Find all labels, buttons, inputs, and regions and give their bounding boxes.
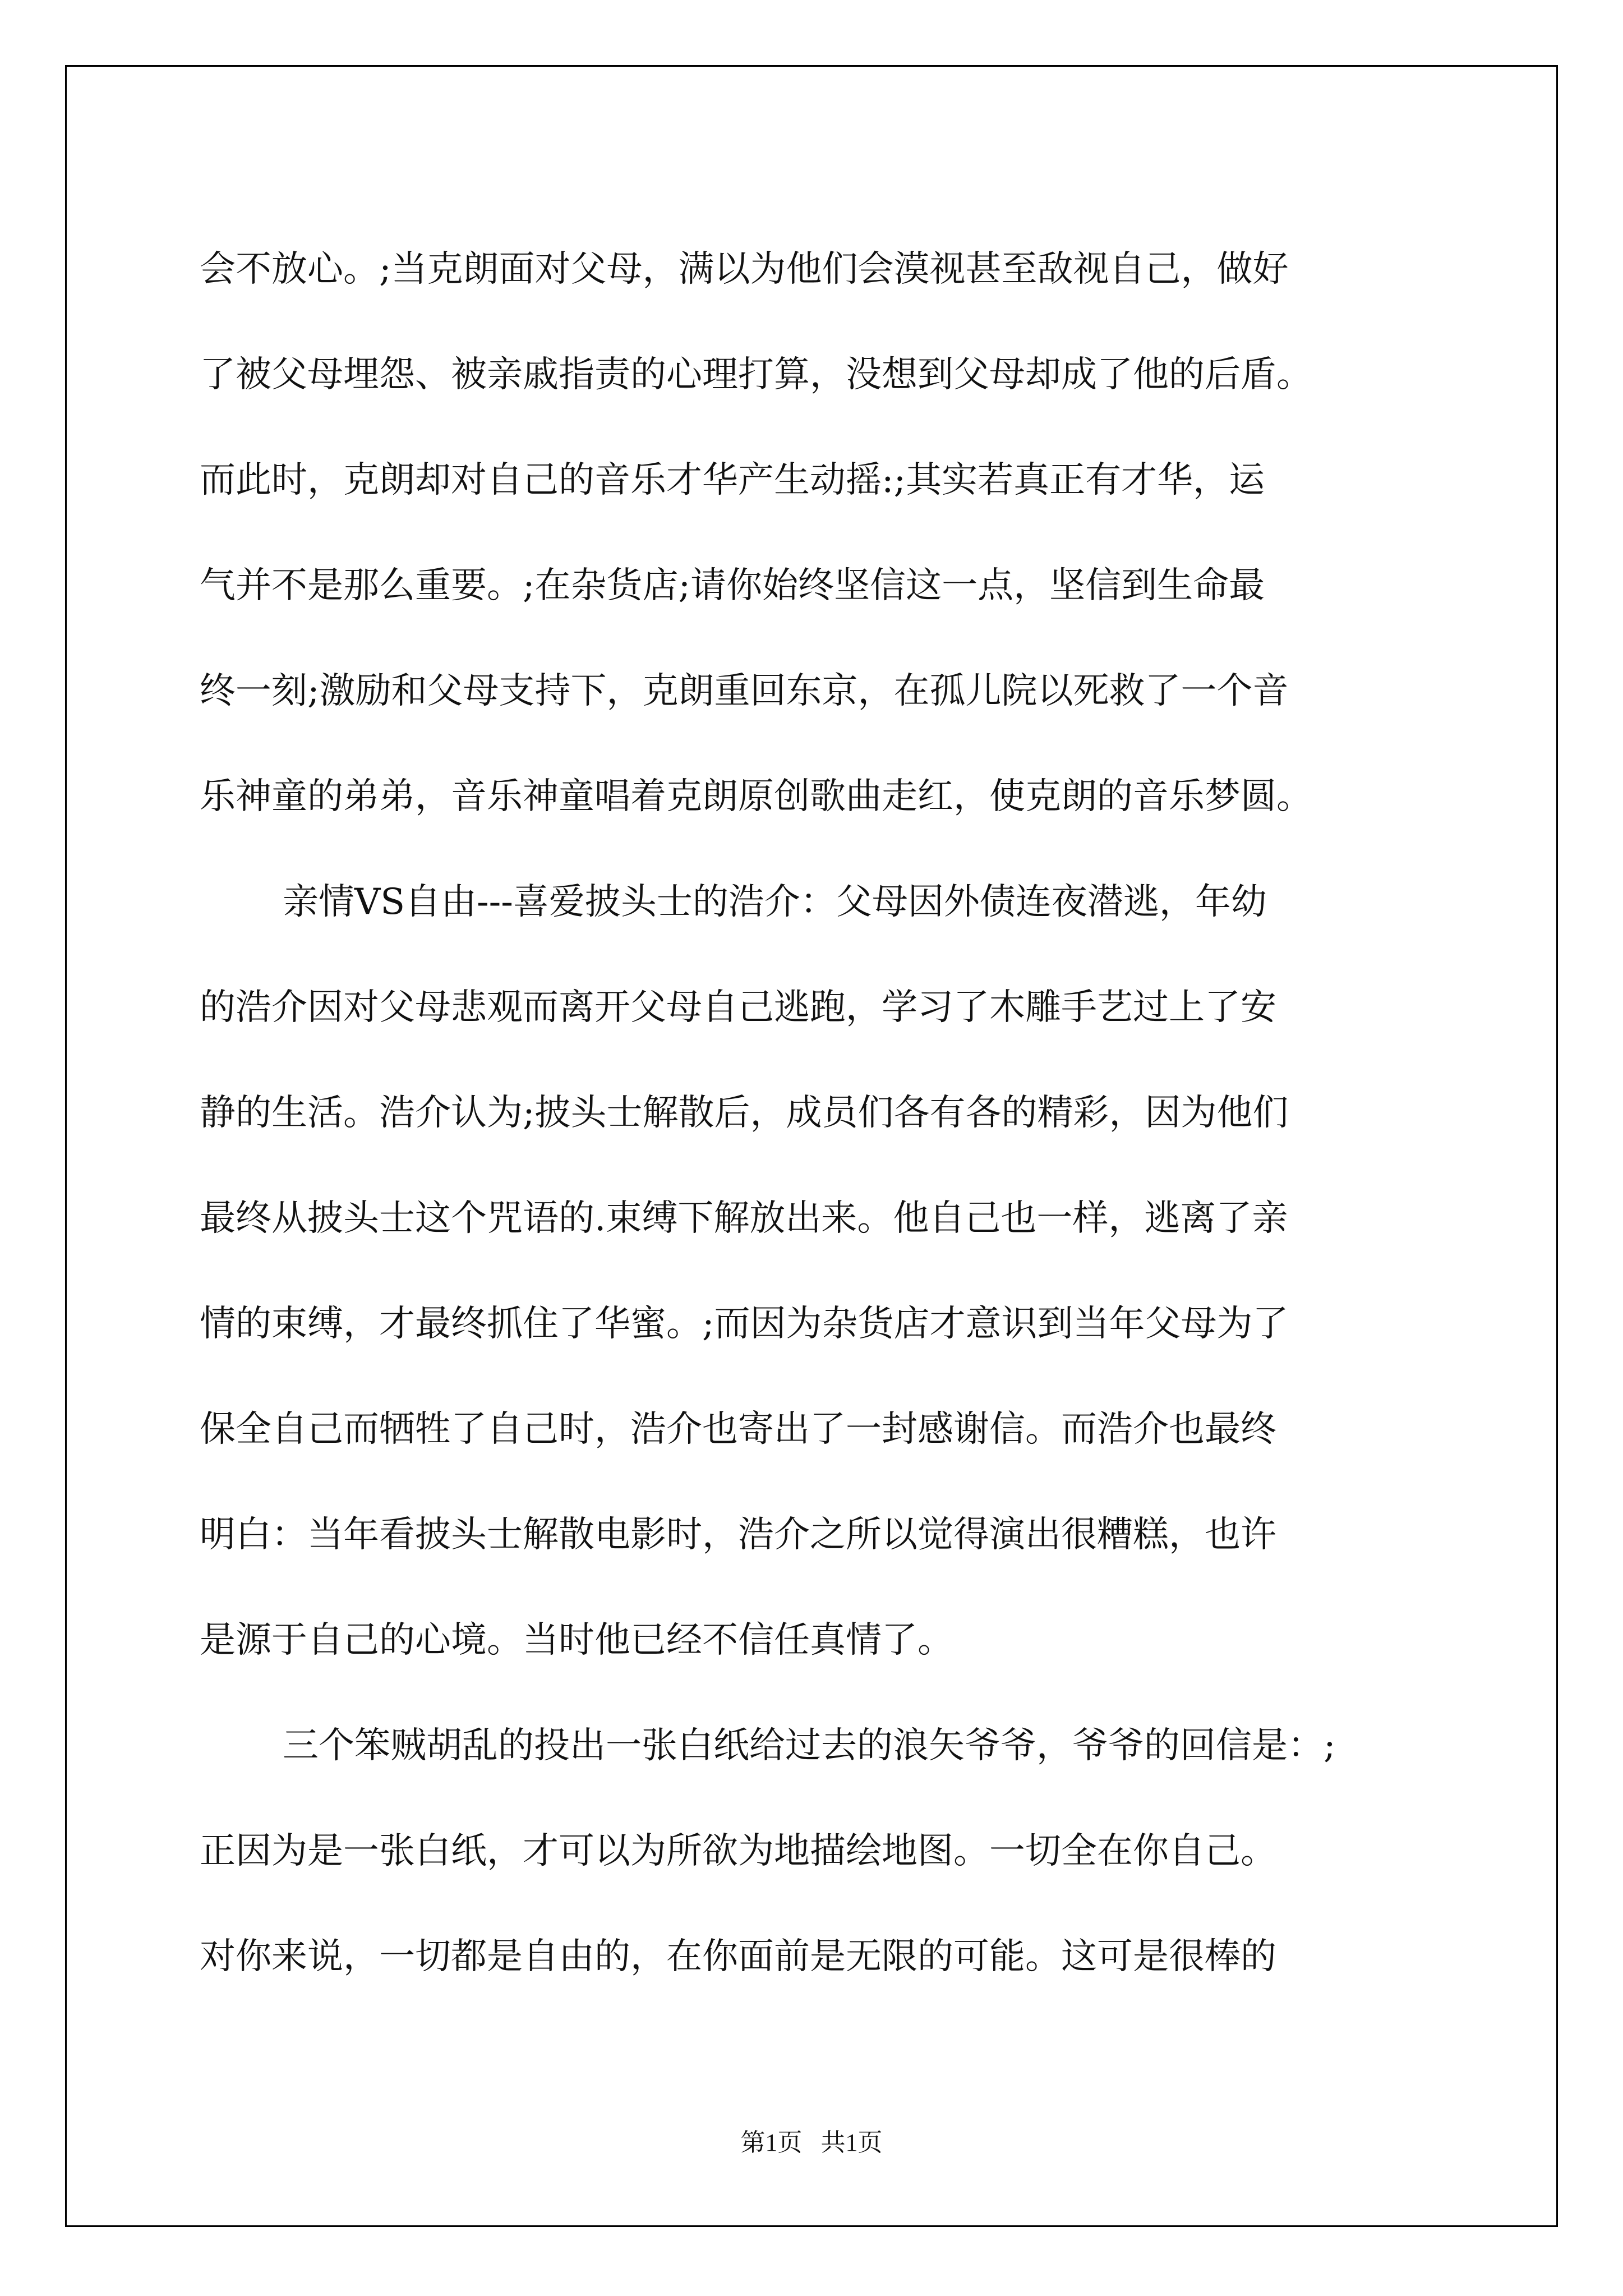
text-line: 气并不是那么重要。;在杂货店;请你始终坚信这一点，坚信到生命最 — [200, 565, 1265, 606]
text-line: 静的生活。浩介认为;披头士解散后，成员们各有各的精彩，因为他们 — [200, 1092, 1289, 1134]
text-line: 正因为是一张白纸，才可以为所欲为地描绘地图。一切全在你自己。 — [200, 1830, 1276, 1872]
text-line: 最终从披头士这个咒语的.束缚下解放出来。他自己也一样，逃离了亲 — [200, 1198, 1288, 1239]
text-line: 终一刻;激励和父母支持下，克朗重回东京，在孤儿院以死救了一个音 — [200, 670, 1289, 712]
text-line: 会不放心。;当克朗面对父母，满以为他们会漠视甚至敌视自己，做好 — [200, 249, 1289, 290]
paragraph-start-line: 三个笨贼胡乱的投出一张白纸给过去的浪矢爷爷，爷爷的回信是：; — [283, 1725, 1336, 1766]
text-line: 明白：当年看披头士解散电影时，浩介之所以觉得演出很糟糕，也许 — [200, 1514, 1276, 1556]
text-line: 乐神童的弟弟，音乐神童唱着克朗原创歌曲走红，使克朗的音乐梦圆。 — [200, 776, 1312, 817]
text-line: 了被父母埋怨、被亲戚指责的心理打算，没想到父母却成了他的后盾。 — [200, 354, 1312, 395]
document-body — [200, 217, 1422, 2009]
text-line: 对你来说，一切都是自由的，在你面前是无限的可能。这可是很棒的 — [200, 1936, 1276, 1977]
text-line: 是源于自己的心境。当时他已经不信任真情了。 — [200, 1619, 953, 1661]
text-line: 情的束缚，才最终抓住了华蜜。;而因为杂货店才意识到当年父母为了 — [200, 1303, 1289, 1345]
text-line: 保全自己而牺牲了自己时，浩介也寄出了一封感谢信。而浩介也最终 — [200, 1409, 1276, 1450]
text-line: 而此时，克朗却对自己的音乐才华产生动摇:;其实若真正有才华，运 — [200, 459, 1265, 501]
paragraph-start-line: 亲情VS自由---喜爱披头士的浩介：父母因外债连夜潜逃，年幼 — [283, 881, 1267, 923]
text-line: 的浩介因对父母悲观而离开父母自己逃跑，学习了木雕手艺过上了安 — [200, 987, 1276, 1028]
page-number-footer: 第1页 共1页 — [740, 2129, 883, 2156]
